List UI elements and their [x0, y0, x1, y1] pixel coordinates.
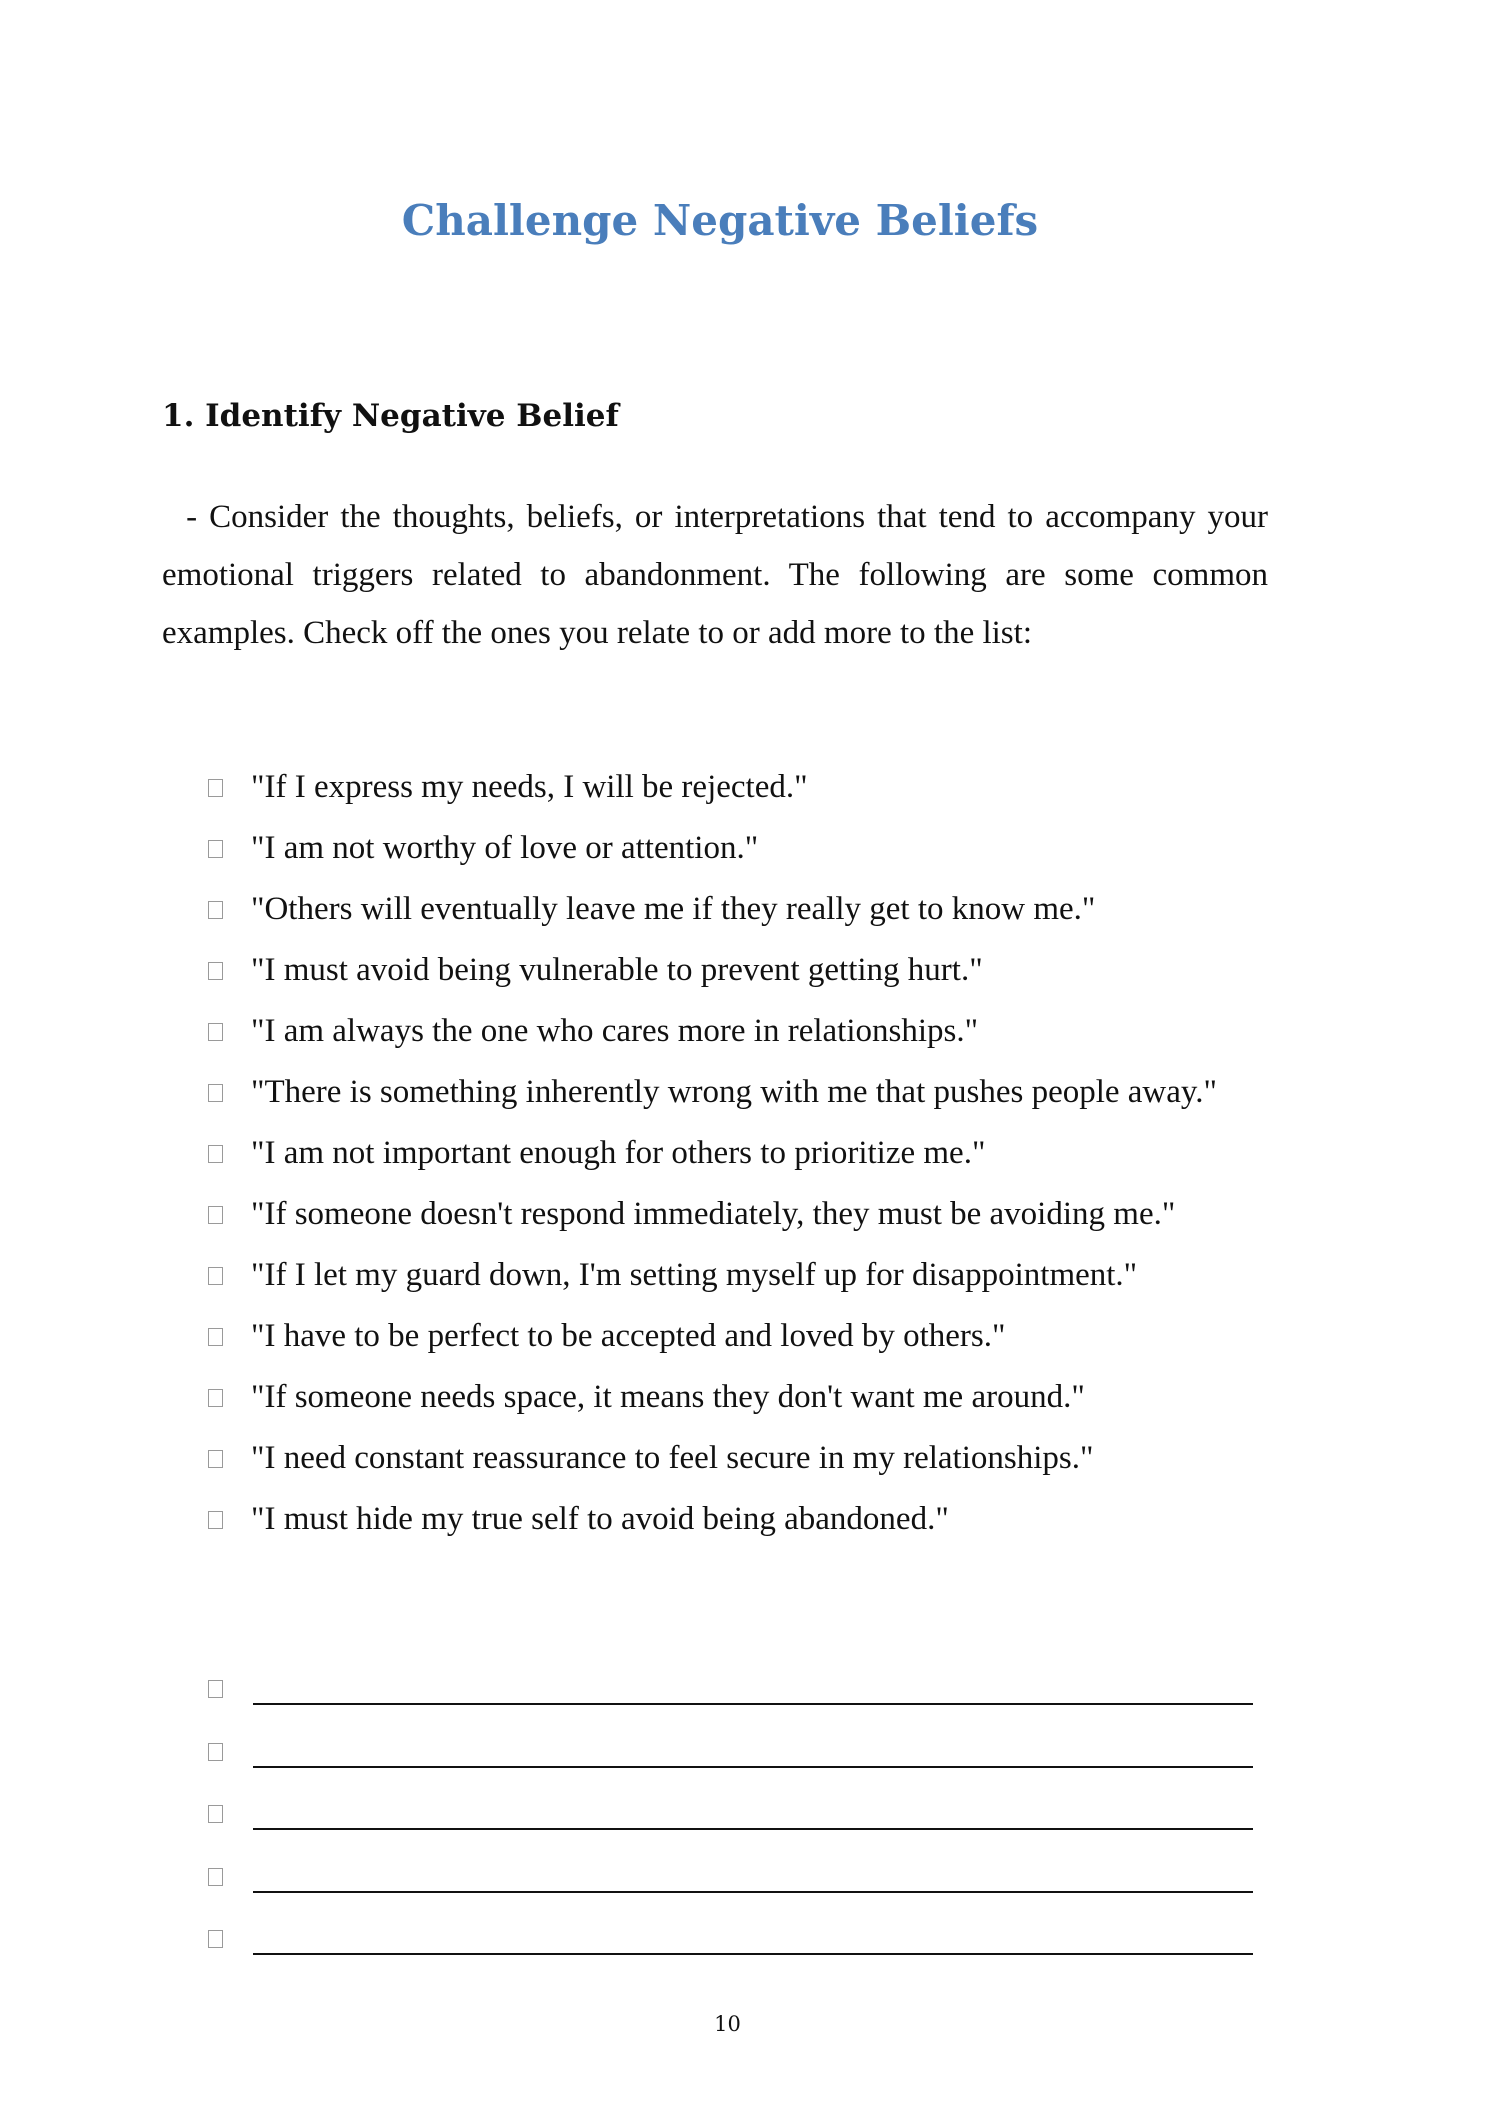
belief-item: [208, 1429, 1288, 1487]
checkbox-icon[interactable]: [208, 1450, 223, 1468]
checkbox-icon[interactable]: [208, 1267, 223, 1285]
custom-belief-input[interactable]: [253, 1703, 1253, 1705]
checkbox-icon[interactable]: [208, 1206, 223, 1224]
custom-belief-item: [208, 1743, 1268, 1806]
checkbox-icon[interactable]: [208, 901, 223, 919]
belief-text: "Others will eventually leave me if they really get to know me.": [251, 891, 1096, 927]
belief-item: [208, 758, 1288, 816]
belief-item: [208, 880, 1288, 938]
belief-item: [208, 941, 1288, 999]
custom-belief-item: [208, 1868, 1268, 1931]
belief-item: [208, 1063, 1288, 1121]
checkbox-icon[interactable]: [208, 779, 223, 797]
checkbox-icon[interactable]: [208, 1743, 223, 1761]
checkbox-icon[interactable]: [208, 840, 223, 858]
checkbox-icon[interactable]: [208, 1328, 223, 1346]
belief-text: "I must avoid being vulnerable to prevent getting hurt.": [251, 952, 983, 988]
belief-text: "I am not worthy of love or attention.": [251, 830, 759, 866]
belief-text: "I need constant reassurance to feel secure in my relationships.": [251, 1440, 1094, 1476]
checkbox-icon[interactable]: [208, 1145, 223, 1163]
custom-belief-input[interactable]: [253, 1766, 1253, 1768]
checkbox-icon[interactable]: [208, 1084, 223, 1102]
custom-belief-item: [208, 1930, 1268, 1993]
intro-paragraph: - Consider the thoughts, beliefs, or interpretations that tend to accompany your emotional triggers related to abandonment. The following are some common examples. Check off the ones you relate to or add more to the list:: [162, 499, 1268, 651]
belief-text: "If I express my needs, I will be rejected.": [251, 769, 808, 805]
belief-item: [208, 1368, 1288, 1426]
custom-belief-input[interactable]: [253, 1891, 1253, 1893]
belief-item: [208, 1307, 1288, 1365]
checkbox-icon[interactable]: [208, 1680, 223, 1698]
custom-belief-entries: [208, 1680, 1268, 1993]
belief-item: [208, 1246, 1288, 1304]
custom-belief-input[interactable]: [253, 1953, 1253, 1955]
section-heading: 1. Identify Negative Belief: [162, 398, 619, 434]
checkbox-icon[interactable]: [208, 1805, 223, 1823]
checkbox-icon[interactable]: [208, 962, 223, 980]
page-title: Challenge Negative Beliefs: [401, 196, 1039, 245]
belief-text: "If someone needs space, it means they don't want me around.": [251, 1379, 1085, 1415]
checkbox-icon[interactable]: [208, 1023, 223, 1041]
checkbox-icon[interactable]: [208, 1930, 223, 1948]
belief-checklist: [208, 758, 1288, 1551]
belief-text: "I am always the one who cares more in relationships.": [251, 1013, 979, 1049]
custom-belief-item: [208, 1680, 1268, 1743]
custom-belief-input[interactable]: [253, 1828, 1253, 1830]
belief-text: "I must hide my true self to avoid being abandoned.": [251, 1501, 949, 1537]
belief-item: [208, 1490, 1288, 1548]
belief-item: [208, 1124, 1288, 1182]
belief-text: "If I let my guard down, I'm setting myself up for disappointment.": [251, 1257, 1138, 1293]
custom-belief-item: [208, 1805, 1268, 1868]
belief-item: [208, 819, 1288, 877]
belief-text: "If someone doesn't respond immediately, they must be avoiding me.": [251, 1196, 1176, 1232]
checkbox-icon[interactable]: [208, 1868, 223, 1886]
checkbox-icon[interactable]: [208, 1389, 223, 1407]
belief-text: "I have to be perfect to be accepted and loved by others.": [251, 1318, 1006, 1354]
belief-text: "I am not important enough for others to prioritize me.": [251, 1135, 986, 1171]
page-number: 10: [714, 2012, 741, 2036]
belief-item: [208, 1185, 1288, 1243]
belief-item: [208, 1002, 1288, 1060]
checkbox-icon[interactable]: [208, 1511, 223, 1529]
belief-text: "There is something inherently wrong with me that pushes people away.": [251, 1074, 1217, 1110]
